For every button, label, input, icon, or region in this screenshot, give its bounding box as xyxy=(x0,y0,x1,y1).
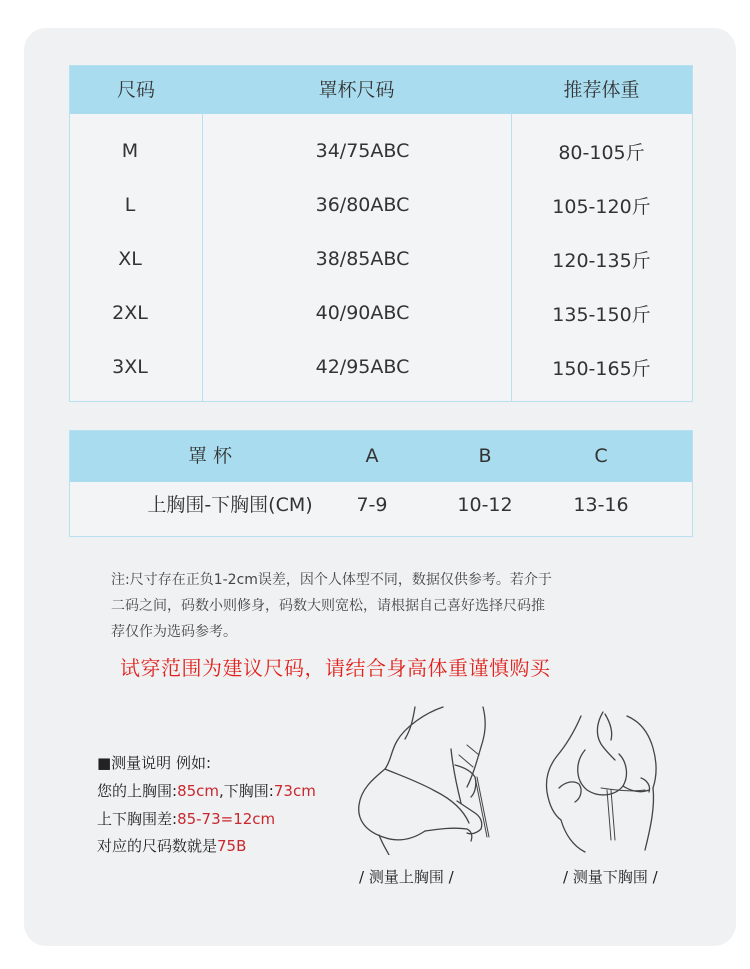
header-cup-c: C xyxy=(594,445,608,467)
row-weight: 150-165斤 xyxy=(552,358,651,380)
upper-bust-illustration xyxy=(355,705,505,855)
note-line: 荐仅作为选码参考。 xyxy=(111,624,237,640)
size-table-header xyxy=(70,66,692,114)
row-size: L xyxy=(124,194,136,216)
separator: , xyxy=(219,782,224,800)
cup-table xyxy=(69,430,693,537)
lower-bust-label: 下胸围: xyxy=(223,782,274,800)
row-weight: 105-120斤 xyxy=(552,196,651,218)
row-weight: 135-150斤 xyxy=(552,304,651,326)
measure-result-line xyxy=(97,835,246,856)
upper-bust-value: 85cm xyxy=(177,782,220,800)
header-cup-b: B xyxy=(478,445,492,467)
upper-bust-label: 您的上胸围: xyxy=(97,782,178,800)
measure-diff-line xyxy=(97,808,275,829)
row-weight: 120-135斤 xyxy=(552,250,651,272)
row-cup-c-value: 13-16 xyxy=(573,494,629,516)
diff-label: 上下胸围差: xyxy=(97,810,178,828)
row-cup: 40/90ABC xyxy=(315,302,410,324)
result-label: 对应的尺码数就是 xyxy=(97,837,218,855)
row-size: M xyxy=(121,140,139,162)
row-cup: 42/95ABC xyxy=(315,356,410,378)
row-size: 2XL xyxy=(112,302,148,324)
diff-value: 85-73=12cm xyxy=(177,810,276,828)
note-line: 注:尺寸存在正负1-2cm误差，因个人体型不同，数据仅供参考。若介于 xyxy=(111,572,552,588)
header-cup: 罩 杯 xyxy=(187,445,233,467)
row-cup-a-value: 7-9 xyxy=(356,494,388,516)
row-cup: 34/75ABC xyxy=(315,140,410,162)
cup-table-header xyxy=(70,431,692,482)
row-weight: 80-105斤 xyxy=(558,142,645,164)
fit-warning: 试穿范围为建议尺码，请结合身高体重谨慎购买 xyxy=(120,656,551,680)
size-note xyxy=(111,567,651,645)
measure-title: ■测量说明 例如: xyxy=(97,754,211,772)
row-cup: 38/85ABC xyxy=(315,248,410,270)
header-size: 尺码 xyxy=(116,79,155,101)
row-bust-diff-label: 上胸围-下胸围(CM) xyxy=(147,494,313,516)
row-size: XL xyxy=(118,248,142,270)
header-cup-a: A xyxy=(365,445,379,467)
caption-upper-bust: / 测量上胸围 / xyxy=(359,868,454,886)
note-line: 二码之间，码数小则修身，码数大则宽松，请根据自己喜好选择尺码推 xyxy=(111,598,545,614)
row-cup-b-value: 10-12 xyxy=(457,494,513,516)
header-cup-size: 罩杯尺码 xyxy=(318,79,395,101)
row-cup: 36/80ABC xyxy=(315,194,410,216)
lower-bust-illustration xyxy=(545,710,695,855)
result-value: 75B xyxy=(217,837,247,855)
size-table xyxy=(69,65,693,402)
header-weight: 推荐体重 xyxy=(563,79,640,101)
caption-lower-bust: / 测量下胸围 / xyxy=(563,868,658,886)
row-size: 3XL xyxy=(112,356,148,378)
measure-example-line xyxy=(97,780,316,801)
lower-bust-value: 73cm xyxy=(273,782,316,800)
